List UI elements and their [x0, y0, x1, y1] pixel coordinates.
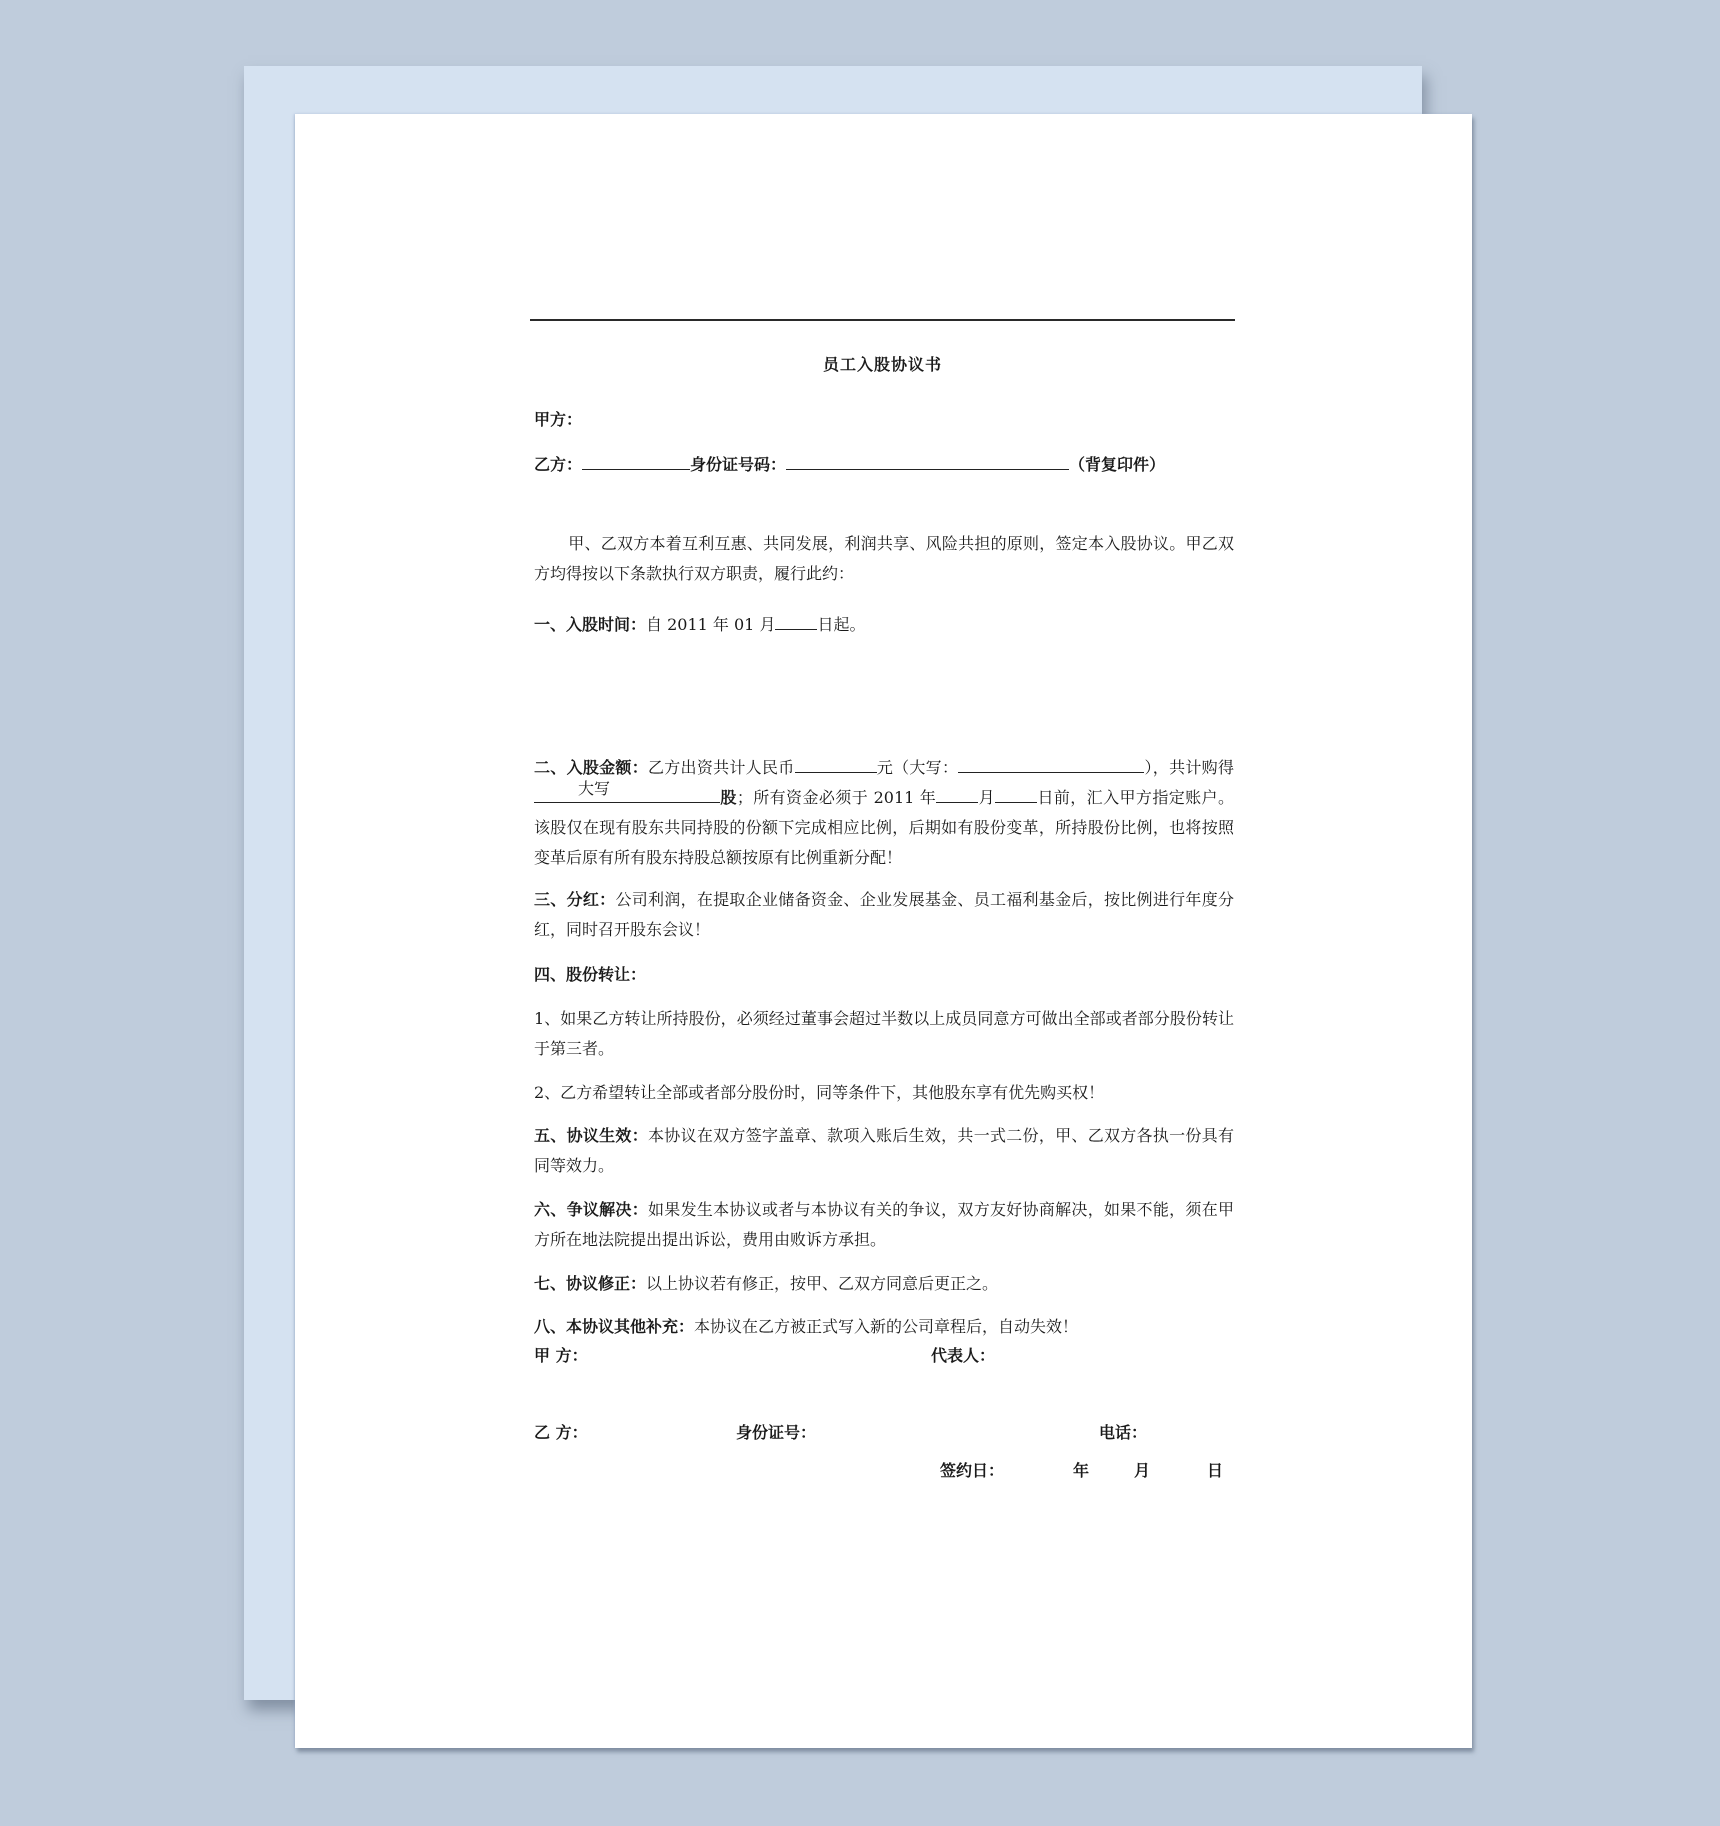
deadline-month-blank[interactable] [936, 786, 978, 803]
clause-7-heading: 七、协议修正： [534, 1274, 647, 1293]
sign-date-label: 签约日： [940, 1461, 1005, 1480]
clause-4 [534, 960, 1234, 990]
sign-year-label: 年 [1073, 1461, 1090, 1480]
clause-1-text-b: 日起。 [817, 615, 866, 634]
clause-2-text-d: 购得 [1201, 758, 1234, 777]
sign-party-b-label: 乙 方： [534, 1423, 588, 1442]
clause-2 [534, 753, 1234, 873]
clause-7-text: 以上协议若有修正，按甲、乙双方同意后更正之。 [646, 1274, 999, 1293]
clause-6-heading: 六、争议解决： [534, 1200, 648, 1219]
clause-5-text: 本协议在双方签字盖章、款项入账后生效，共一式二份，甲、乙双方各执一份具有同等效力。 [534, 1126, 1234, 1175]
clause-6 [534, 1195, 1234, 1255]
clause-2-text-i: 账户。该股仅在现有股东共同持股的份额下完成相应比例，后期如有股份变革，所持股份比例，也将按照变革后原有所有股东持股总额按原有比例重新分配！ [534, 788, 1234, 867]
sign-id-number-label: 身份证号： [736, 1423, 817, 1442]
header-rule [530, 319, 1235, 321]
clause-4-item-1: 1、如果乙方转让所持股份，必须经过董事会超过半数以上成员同意方可做出全部或者部分股份转让于第三者。 [534, 1009, 1234, 1058]
clause-8-heading: 八、本协议其他补充： [534, 1317, 695, 1336]
clause-4-item-2: 2、乙方希望转让全部或者部分股份时，同等条件下，其他股东享有优先购买权！ [534, 1083, 1105, 1102]
sign-party-a-label: 甲 方： [534, 1346, 588, 1365]
intro-paragraph [534, 529, 1234, 589]
clause-2-text-b: 元（大写： [876, 758, 959, 777]
clause-2-text-f: ；所有资金必须于 2011 年 [736, 788, 937, 807]
intro-line-1: 甲、乙双方本着互利互惠、共同发展，利润共享、风险共担的原则，签定本入股协议。 [568, 534, 1186, 553]
id-copy-note: （背复印件） [1069, 455, 1166, 474]
sign-representative-label: 代表人： [931, 1346, 996, 1365]
intro-line-2: 甲乙双方均得按以下条款执行双方职责，履行此约： [534, 534, 1234, 583]
clause-5-heading: 五、协议生效： [534, 1126, 648, 1145]
clause-2-text-c: ），共计 [1144, 758, 1202, 777]
start-day-blank[interactable] [775, 613, 817, 630]
clause-6-text: 如果发生本协议或者与本协议有关的争议，双方友好协商解决，如果不能，须在甲方所在地法院提出提出诉讼，费用由败诉方承担。 [534, 1200, 1234, 1249]
document-title: 员工入股协议书 [822, 355, 942, 374]
shares-hint: 大写 [577, 779, 610, 798]
clause-2-text-e: 股 [720, 788, 737, 807]
clause-2-text-h: 日前，汇入甲方指定 [1037, 788, 1186, 807]
clause-1 [534, 610, 1234, 640]
clause-3-heading: 三、分红： [534, 890, 616, 909]
sign-month-label: 月 [1134, 1461, 1151, 1480]
clause-8-text: 本协议在乙方被正式写入新的公司章程后，自动失效！ [694, 1317, 1079, 1336]
clause-2-text-a: 乙方出资共计人民币 [647, 758, 795, 777]
id-number-label: 身份证号码： [690, 455, 787, 474]
party-b-label: 乙方： [534, 455, 583, 474]
party-b-name-blank[interactable] [582, 453, 690, 470]
sign-day-label: 日 [1207, 1461, 1224, 1480]
sign-phone-label: 电话： [1099, 1423, 1148, 1442]
clause-7 [534, 1269, 1234, 1299]
shares-blank[interactable] [534, 779, 720, 803]
amount-blank[interactable] [795, 756, 877, 773]
id-number-blank[interactable] [786, 453, 1069, 470]
clause-3-text: 公司利润，在提取企业储备资金、企业发展基金、员工福利基金后，按比例进行年度分红，同时召开股东会议！ [534, 890, 1234, 939]
party-b-line [534, 453, 1165, 475]
clause-4-heading: 四、股份转让： [534, 965, 647, 984]
clause-2-heading: 二、入股金额： [534, 758, 648, 777]
clause-1-heading: 一、入股时间： [534, 615, 647, 634]
deadline-day-blank[interactable] [995, 786, 1037, 803]
clause-3 [534, 885, 1234, 945]
party-a-line [534, 410, 582, 430]
clause-2-text-g: 月 [978, 788, 996, 807]
party-a-label: 甲方： [534, 410, 583, 429]
document-page [295, 114, 1472, 1748]
clause-8 [534, 1312, 1234, 1342]
clause-5 [534, 1121, 1234, 1181]
amount-words-blank[interactable] [958, 756, 1144, 773]
clause-1-text-a: 自 2011 年 01 月 [646, 615, 776, 634]
